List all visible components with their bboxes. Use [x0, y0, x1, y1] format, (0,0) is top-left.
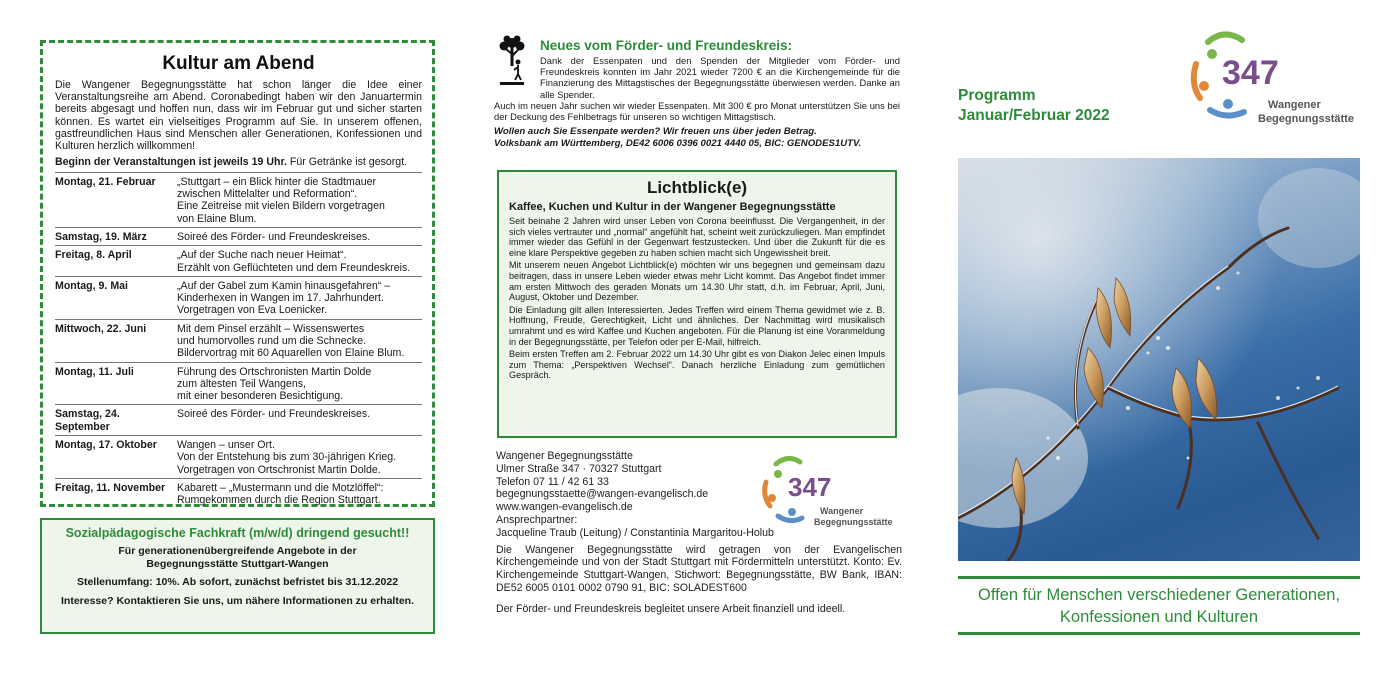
event-desc: Soireé des Förder- und Freundeskreises.: [177, 230, 371, 243]
contact-address: [496, 450, 902, 616]
address-phone: Telefon 07 11 / 42 61 33: [496, 475, 609, 488]
lichtblick-paragraph-4: Beim ersten Treffen am 2. Februar 2022 um 14.30 Uhr gibt es von Diakon Jelec einen Impuls zum Thema: „Perspektiven Wechsel“. Danach herzliche Einladung zum gemütlichen Gespräch.: [509, 349, 885, 381]
slogan-divider-bottom: [958, 632, 1360, 635]
kultur-intro: Die Wangener Begegnungsstätte hat schon länger die Idee einer Veranstaltungsreihe am Abend. Coronabedingt haben wir den Januartermin bereits abgesagt und hoffen nun, dass wir im Februar gut und sicher starten können. Es wartet ein vielseitiges Programm auf Sie. In unserem offenen, gastfreundlichen Haus sind Menschen aller Generationen, Konfessionen und Kulturen herzlich willkommen!: [55, 79, 422, 153]
lichtblick-paragraph-2: Mit unserem neuen Angebot Lichtblick(e) möchten wir uns begegnen und gemeinsam dazu beitragen, dass in unsere Leben wieder etwas mehr Licht kommt. Das Angebot findet immer am ersten Mittwoch des geraden Monats um 14.30 Uhr statt, d.h. im Februar, April, Juni, August, Oktober und Dezember.: [509, 260, 885, 303]
kultur-start-rest: Für Getränke ist gesorgt.: [286, 156, 408, 169]
event-row: [55, 228, 422, 246]
event-desc: „Stuttgart – ein Blick hinter die Stadtmauer zwischen Mittelalter und Reformation“. Eine Zeitreise mit vielen Bildern vorgetragen von Elaine Blum.: [177, 175, 385, 225]
event-row: [55, 246, 422, 277]
logo-large-line-2: Begegnungsstätte: [1258, 113, 1354, 125]
slogan-divider-top: [958, 576, 1360, 579]
address-web[interactable]: www.wangen-evangelisch.de: [496, 501, 633, 514]
event-desc: Führung des Ortschronisten Martin Dolde zum ältesten Teil Wangens, mit einer besonderen Besichtigung.: [177, 365, 372, 403]
support-info: Die Wangener Begegnungsstätte wird getragen von der Evangelischen Kirchengemeinde und von der Stadt Stuttgart mit Fördermitteln unterstützt. Konto: Ev. Kirchengemeinde Stuttgart-Wangen, Stichwort: Begegnungsstätte, BW Bank, IBAN: DE52 6005 0101 0002 0790 91, BIC: SOLADEST600: [496, 543, 902, 594]
logo-line-1: Wangener: [820, 506, 864, 516]
frosted-seeds-photo: [958, 158, 1360, 561]
event-desc: Wangen – unser Ort. Von der Entstehung bis zum 30-jährigen Krieg. Vorgetragen von Ortschronist Martin Dolde.: [177, 439, 397, 476]
event-row: [55, 277, 422, 320]
address-name: Wangener Begegnungsstätte: [496, 450, 633, 462]
event-date: Freitag, 11. November: [55, 481, 166, 494]
lichtblick-title: Lichtblick(e): [646, 178, 748, 197]
event-desc: „Auf der Gabel zum Kamin hinausgefahren“ – Kinderhexen in Wangen im 17. Jahrhundert. Vorgetragen von Eva Loenicker.: [177, 279, 391, 317]
logo-large-number: 347: [1222, 54, 1279, 92]
event-row: [55, 363, 422, 406]
kultur-am-abend-box: [40, 40, 435, 507]
slogan-line-2: Konfessionen und Kulturen: [1059, 608, 1259, 626]
event-row: [55, 479, 422, 509]
event-date: Freitag, 8. April: [55, 249, 132, 262]
contact-label: Ansprechpartner:: [496, 513, 578, 526]
kultur-start-info: [55, 156, 422, 173]
program-heading: [958, 86, 1110, 126]
logo-large-line-1: Wangener: [1268, 99, 1321, 111]
event-date: Montag, 21. Februar: [55, 175, 156, 188]
tree-person-icon: [494, 34, 530, 88]
begegnungsstaette-logo: [758, 452, 898, 532]
address-email[interactable]: begegnungsstaette@wangen-evangelisch.de: [496, 488, 709, 501]
logo-number: 347: [788, 472, 832, 502]
event-row: [55, 405, 422, 436]
job-line-2: Begegnungsstätte Stuttgart-Wangen: [146, 557, 329, 570]
event-desc: Mit dem Pinsel erzählt – Wissenswertes und humorvolles rund um die Schnecke. Bildervortrag mit 60 Aquarellen von Elaine Blum.: [177, 322, 405, 360]
logo-line-2: Begegnungsstätte: [814, 517, 893, 527]
neues-paragraph-1: Dank der Essenpaten und den Spenden der Mitglieder vom Förder- und Freundeskreis konnten im Jahr 2021 wieder 7200 € an die Kirchengemeinde für die Finanzierung des Mittagstisches der Begegnungsstätte überwiesen werden. Danke an alle Spender.: [540, 55, 900, 100]
event-row: [55, 173, 422, 228]
job-title: Sozialpädagogische Fachkraft (m/w/d) dringend gesucht!!: [65, 526, 410, 540]
job-contact: Interesse? Kontaktieren Sie uns, um nähere Informationen zu erhalten.: [61, 594, 414, 607]
slogan-line-1: Offen für Menschen verschiedener Generationen,: [978, 586, 1340, 604]
neues-paragraph-2: Auch im neuen Jahr suchen wir wieder Essenpaten. Mit 300 € pro Monat unterstützen Sie uns bei der Deckung des Fehlbetrags für unseren so wichtigen Mittagstisch.: [494, 99, 900, 123]
neues-title: Neues vom Förder- und Freundeskreis:: [540, 38, 793, 53]
event-desc: Soireé des Förder- und Freundeskreises.: [177, 408, 371, 421]
event-date: Mittwoch, 22. Juni: [55, 322, 147, 335]
foerderkreis-news: [494, 34, 900, 151]
contact-names: Jacqueline Traub (Leitung) / Constantinia Margaritou-Holub: [496, 526, 774, 539]
foerder-note: Der Förder- und Freundeskreis begleitet unsere Arbeit finanziell und ideell.: [496, 602, 846, 615]
event-desc: „Auf der Suche nach neuer Heimat“. Erzählt von Geflüchteten und dem Freundeskreis.: [177, 249, 411, 274]
lichtblick-paragraph-1: Seit beinahe 2 Jahren wird unser Leben von Corona beeinflusst. Die Vergangenheit, in der sich vieles vertrauter und „normal“ angefühlt hat, scheint weit zurückzuliegen. Man empfindet immer wieder das Gefühl in der Gegenwart festzustecken. Und über die Zukunft für die es eine klare Perspektive gegeben zu haben schien macht sich Ungewissheit breit.: [509, 216, 885, 258]
event-date: Montag, 9. Mai: [55, 279, 128, 292]
program-line-2: Januar/Februar 2022: [958, 107, 1110, 124]
kultur-start-bold: Beginn der Veranstaltungen ist jeweils 19 Uhr.: [55, 156, 287, 169]
event-date: Montag, 11. Juli: [55, 365, 134, 378]
job-offer-box: [40, 518, 435, 634]
program-line-1: Programm: [958, 87, 1036, 104]
event-list: [55, 173, 422, 509]
job-scope: Stellenumfang: 10%. Ab sofort, zunächst befristet bis 31.12.2022: [76, 576, 399, 588]
event-row: [55, 436, 422, 479]
neues-appeal: Wollen auch Sie Essenpate werden? Wir freuen uns über jeden Betrag.: [494, 126, 817, 138]
lichtblick-paragraph-3: Die Einladung gilt allen Interessierten. Jedes Treffen wird einem Thema gewidmet wie z. B. Hoffnung, Freude, Gerechtigkeit, Licht und ähnliches. Der Nachmittag wird musikalisch umrahmt und es wird Kaffee und Kuchen angeboten. Für die Planung ist eine Voranmeldung in der Begegnungsstätte, per Telefon oder per E-Mail, hilfreich.: [509, 304, 885, 347]
begegnungsstaette-logo-large: [1186, 28, 1362, 128]
event-row: [55, 320, 422, 363]
event-date: Montag, 17. Oktober: [55, 439, 157, 452]
lichtblick-box: [497, 170, 897, 438]
slogan: [958, 584, 1360, 628]
job-line-1: Für generationenübergreifende Angebote in der: [118, 545, 357, 557]
event-desc: Kabarett – „Mustermann und die Motzlöffel“: Rumgekommen durch die Region Stuttgart.: [177, 481, 384, 507]
kultur-title: Kultur am Abend: [162, 53, 315, 74]
lichtblick-subtitle: Kaffee, Kuchen und Kultur in der Wangener Begegnungsstätte: [509, 201, 836, 213]
event-date: Samstag, 24. September: [55, 408, 120, 433]
neues-bank: Volksbank am Württemberg, DE42 6006 0396 0021 4440 05, BIC: GENODES1UTV.: [494, 138, 862, 150]
event-date: Samstag, 19. März: [55, 230, 147, 243]
address-street: Ulmer Straße 347 · 70327 Stuttgart: [496, 462, 662, 475]
